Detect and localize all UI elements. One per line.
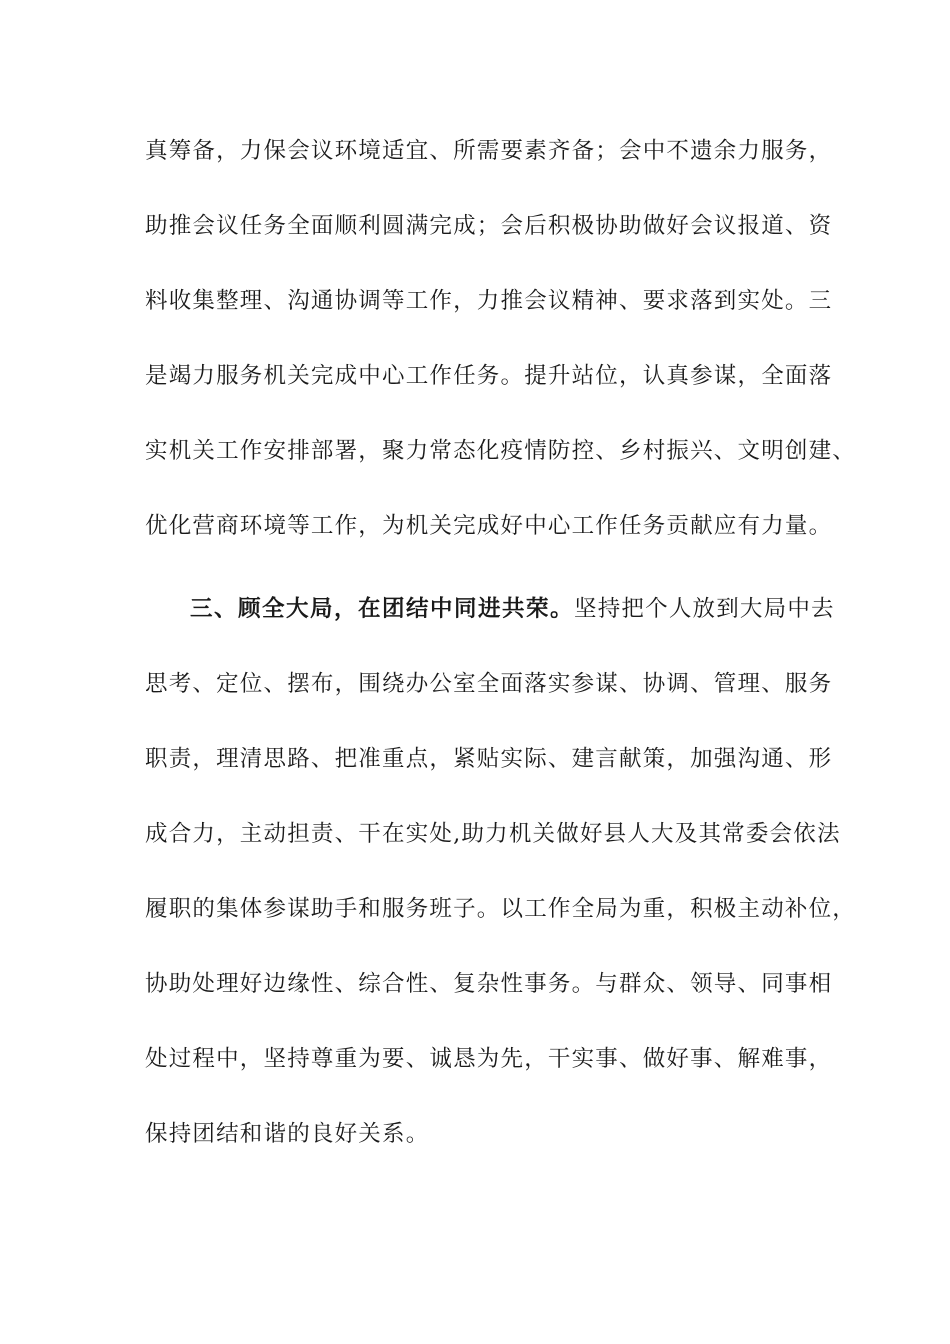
paragraph-2-line-8: 保持团结和谐的良好关系。 bbox=[145, 1121, 430, 1147]
paragraph-2-line-5: 履职的集体参谋助手和服务班子。以工作全局为重，积极主动补位， bbox=[145, 896, 857, 922]
paragraph-1-line-2: 助推会议任务全面顺利圆满完成；会后积极协助做好会议报道、资 bbox=[145, 213, 833, 239]
paragraph-2-first-line bbox=[190, 594, 835, 624]
paragraph-2-line-7: 处过程中，坚持尊重为要、诚恳为先，干实事、做好事、解难事， bbox=[145, 1046, 833, 1072]
paragraph-1-line-4: 是竭力服务机关完成中心工作任务。提升站位，认真参谋，全面落 bbox=[145, 363, 833, 389]
section-heading: 三、顾全大局，在团结中同进共荣。 bbox=[190, 596, 575, 622]
paragraph-1-line-1: 真筹备，力保会议环境适宜、所需要素齐备；会中不遗余力服务， bbox=[145, 138, 833, 164]
paragraph-2-line-4: 成合力，主动担责、干在实处,助力机关做好县人大及其常委会依法 bbox=[145, 821, 841, 847]
paragraph-2-line-6: 协助处理好边缘性、综合性、复杂性事务。与群众、领导、同事相 bbox=[145, 971, 833, 997]
paragraph-1-line-6: 优化营商环境等工作，为机关完成好中心工作任务贡献应有力量。 bbox=[145, 513, 833, 539]
paragraph-2-line-3: 职责，理清思路、把准重点，紧贴实际、建言献策，加强沟通、形 bbox=[145, 746, 833, 772]
paragraph-2-line-1-rest: 坚持把个人放到大局中去 bbox=[574, 596, 835, 622]
paragraph-1-line-3: 料收集整理、沟通协调等工作，力推会议精神、要求落到实处。三 bbox=[145, 288, 833, 314]
paragraph-1-line-5: 实机关工作安排部署，聚力常态化疫情防控、乡村振兴、文明创建、 bbox=[145, 438, 857, 464]
paragraph-2-line-2: 思考、定位、摆布，围绕办公室全面落实参谋、协调、管理、服务 bbox=[145, 671, 833, 697]
